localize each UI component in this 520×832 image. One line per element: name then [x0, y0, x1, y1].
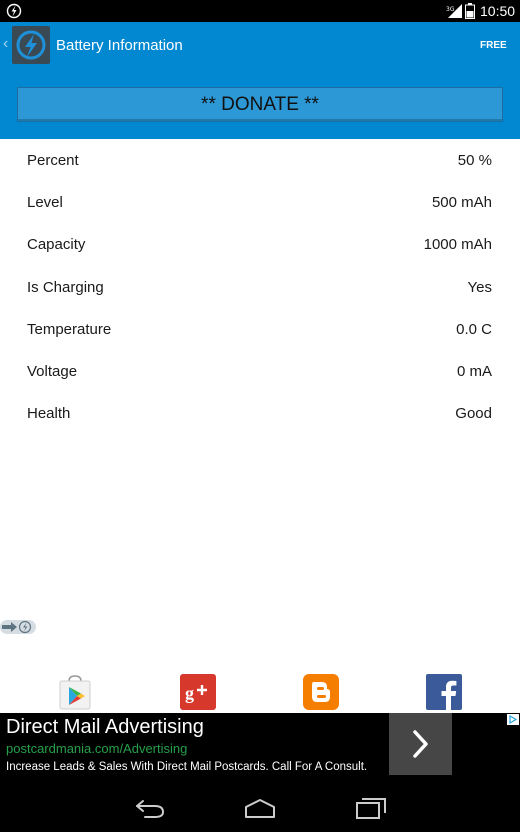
- blogger-icon[interactable]: [303, 674, 339, 710]
- ad-choices-icon[interactable]: [507, 714, 519, 725]
- info-value: 0 mA: [456, 363, 492, 380]
- home-icon[interactable]: [243, 797, 277, 819]
- back-icon[interactable]: [133, 797, 167, 819]
- google-plus-icon[interactable]: [180, 674, 216, 710]
- up-navigation-icon[interactable]: ‹: [3, 35, 9, 52]
- recents-icon[interactable]: [354, 797, 388, 819]
- info-row-percent: [0, 139, 520, 181]
- ad-url[interactable]: postcardmania.com/Advertising: [6, 741, 188, 756]
- info-row-voltage: [0, 350, 520, 392]
- info-row-health: [0, 392, 520, 434]
- status-clock: 10:50: [480, 3, 516, 19]
- app-notification-icon: [6, 3, 22, 19]
- ad-description: Increase Leads & Sales With Direct Mail Postcards. Call For A Consult.: [6, 761, 368, 773]
- info-value: 0.0 C: [456, 321, 492, 338]
- ad-open-button[interactable]: [389, 713, 452, 775]
- svg-text:3G: 3G: [446, 6, 455, 13]
- info-label: Capacity: [27, 236, 86, 253]
- signal-3g-icon: [446, 4, 462, 18]
- status-bar: [0, 0, 520, 22]
- ad-banner[interactable]: [0, 713, 520, 778]
- info-value: 500 mAh: [431, 194, 492, 211]
- info-label: Voltage: [27, 363, 78, 380]
- info-value: 1000 mAh: [423, 236, 492, 253]
- arrow-badge-icon[interactable]: [0, 619, 36, 635]
- social-links-row: [0, 670, 520, 712]
- info-label: Health: [27, 405, 71, 422]
- svg-text:g: g: [185, 683, 194, 703]
- info-value: Good: [455, 405, 492, 422]
- info-row-capacity: [0, 223, 520, 265]
- action-bar: [0, 22, 520, 139]
- google-play-icon[interactable]: [57, 674, 93, 710]
- info-label: Level: [27, 194, 63, 211]
- donate-button[interactable]: ** DONATE **: [17, 87, 503, 122]
- info-row-level: [0, 181, 520, 223]
- app-title: Battery Information: [56, 37, 183, 54]
- facebook-icon[interactable]: [426, 674, 462, 710]
- info-value: 50 %: [457, 152, 492, 169]
- info-row-is-charging: [0, 266, 520, 308]
- ad-title[interactable]: Direct Mail Advertising: [6, 716, 204, 738]
- info-label: Temperature: [27, 321, 112, 338]
- info-label: Is Charging: [27, 279, 104, 296]
- navigation-bar: [0, 778, 520, 832]
- free-badge: FREE: [480, 40, 507, 51]
- info-value: Yes: [467, 279, 492, 296]
- info-row-temperature: [0, 308, 520, 350]
- app-logo-icon[interactable]: [12, 26, 50, 64]
- info-label: Percent: [27, 152, 79, 169]
- battery-icon: [465, 3, 475, 19]
